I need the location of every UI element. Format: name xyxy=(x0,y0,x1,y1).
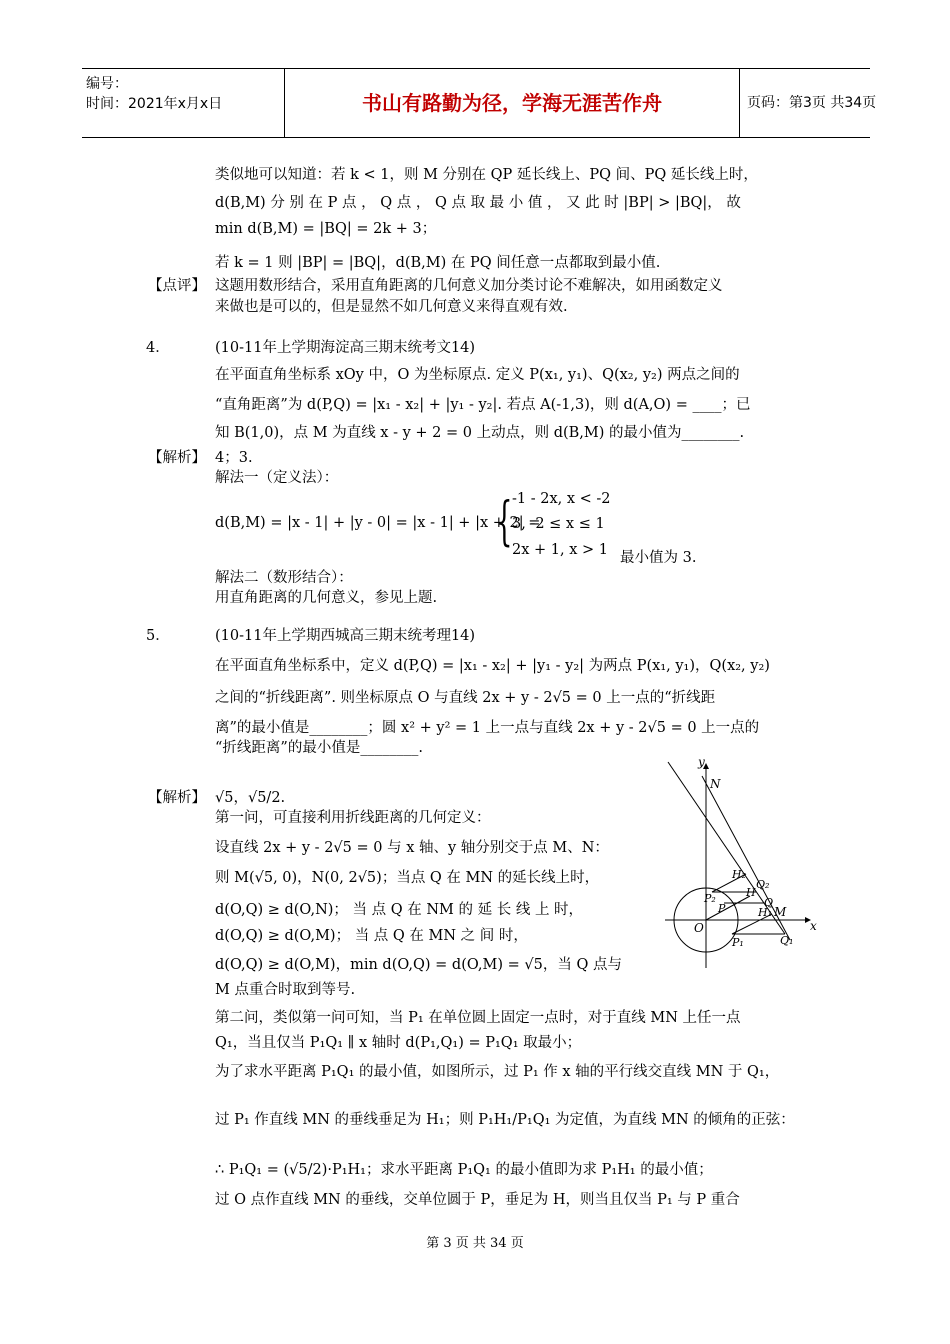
text-line: 最小值为 3. xyxy=(620,550,697,566)
label-p1: P₁ xyxy=(732,936,744,949)
text-line: 则 M(√5, 0)，N(0, 2√5)；当点 Q 在 MN 的延长线上时， xyxy=(215,870,600,886)
text-line: “折线距离”的最小值是________. xyxy=(215,740,423,756)
text-line: 若 k = 1 则 |BP| = |BQ|，d(B,M) 在 PQ 间任意一点都取到最小值. xyxy=(215,255,661,271)
text-line: d(O,Q) ≥ d(O,M)，min d(O,Q) = d(O,M) = √5，当 Q 点与 xyxy=(215,957,622,973)
label-q1: Q₁ xyxy=(780,934,794,947)
page-footer: 第 3 页 共 34 页 xyxy=(426,1236,524,1251)
brace: { xyxy=(496,492,513,552)
text-line: 这题用数形结合，采用直角距离的几何意义加分类讨论不难解决，如用函数定义 xyxy=(215,278,723,294)
text-line: 之间的“折线距离”. 则坐标原点 O 与直线 2x + y - 2√5 = 0 上一点的“折线距 xyxy=(215,690,716,706)
label-x: x xyxy=(810,919,817,933)
number-label: 编号： xyxy=(86,76,128,92)
text-line: (10-11年上学期西城高三期末统考理14) xyxy=(215,628,476,644)
label-h1: H₁ xyxy=(758,906,773,919)
text-line: min d(B,M) = |BQ| = 2k + 3； xyxy=(215,221,437,237)
label-o: O xyxy=(694,921,704,935)
label-h: H xyxy=(746,886,756,899)
text-line: 知 B(1,0)，点 M 为直线 x - y + 2 = 0 上动点，则 d(B,M) 的最小值为________. xyxy=(215,425,745,441)
text-line: 4；3. xyxy=(215,450,253,466)
page-label: 页码：第3页 共34页 xyxy=(747,95,877,111)
text-line: 为了求水平距离 P₁Q₁ 的最小值，如图所示，过 P₁ 作 x 轴的平行线交直线 MN 于 Q₁， xyxy=(215,1064,780,1080)
text-line: M 点重合时取到等号. xyxy=(215,982,356,998)
time-label: 时间：2021年x月x日 xyxy=(86,96,223,112)
text-line: 第一问，可直接利用折线距离的几何定义： xyxy=(215,810,491,826)
text-line: 类似地可以知道：若 k < 1，则 M 分别在 QP 延长线上、PQ 间、PQ 延长线上时， xyxy=(215,167,758,183)
text-line: ∴ P₁Q₁ = (√5/2)·P₁H₁；求水平距离 P₁Q₁ 的最小值即为求 P₁H₁ 的最小值； xyxy=(215,1162,713,1178)
label-h2: H₂ xyxy=(732,868,747,881)
problem-number-5: 5． xyxy=(146,628,170,644)
label-y: y xyxy=(698,756,705,769)
header-left xyxy=(82,69,284,137)
geometry-figure xyxy=(660,756,820,976)
problem-number-4: 4． xyxy=(146,340,170,356)
motto: 书山有路勤为径，学海无涯苦作舟 xyxy=(284,69,740,137)
label-q2: Q₂ xyxy=(756,878,770,891)
text-line: 设直线 2x + y - 2√5 = 0 与 x 轴、y 轴分别交于点 M、N： xyxy=(215,840,609,856)
comment-label: 【点评】 xyxy=(148,278,206,294)
text-line: “直角距离”为 d(P,Q) = |x₁ - x₂| + |y₁ - y₂|. 若点 A(-1,3)，则 d(A,O) = ____；已 xyxy=(215,397,751,413)
text-line: 过 O 点作直线 MN 的垂线，交单位圆于 P，垂足为 H，则当且仅当 P₁ 与 P 重合 xyxy=(215,1192,740,1208)
text-line: 第二问，类似第一问可知，当 P₁ 在单位圆上固定一点时，对于直线 MN 上任一点 xyxy=(215,1010,741,1026)
analysis-label: 【解析】 xyxy=(148,450,206,466)
text-line: 解法一（定义法）： xyxy=(215,470,339,486)
page-header xyxy=(82,68,877,138)
text-line: 在平面直角坐标系 xOy 中，O 为坐标原点. 定义 P(x₁, y₁)、Q(x₂, y₂) 两点之间的 xyxy=(215,367,740,383)
formula-line: d(B,M) = |x - 1| + |y - 0| = |x - 1| + |x + 2| = xyxy=(215,515,541,531)
text-line: 来做也是可以的，但是显然不如几何意义来得直观有效. xyxy=(215,299,568,315)
case-line: 2x + 1, x > 1 xyxy=(512,542,608,558)
text-line: 离”的最小值是________；圆 x² + y² = 1 上一点与直线 2x + y - 2√5 = 0 上一点的 xyxy=(215,720,760,736)
text-line: 在平面直角坐标系中，定义 d(P,Q) = |x₁ - x₂| + |y₁ - y₂| 为两点 P(x₁, y₁)，Q(x₂, y₂) xyxy=(215,658,770,674)
text-line: 解法二（数形结合）： xyxy=(215,570,353,586)
label-p2: P₂ xyxy=(704,892,716,905)
text-line: √5，√5/2. xyxy=(215,790,286,806)
text-line: d(O,Q) ≥ d(O,M)； 当 点 Q 在 MN 之 间 时， xyxy=(215,928,528,944)
label-m: M xyxy=(774,905,787,919)
text-line: d(O,Q) ≥ d(O,N)； 当 点 Q 在 NM 的 延 长 线 上 时， xyxy=(215,902,584,918)
label-q: Q xyxy=(764,896,774,909)
text-line: (10-11年上学期海淀高三期末统考文14) xyxy=(215,340,476,356)
label-n: N xyxy=(710,777,721,791)
text-line: Q₁，当且仅当 P₁Q₁ ∥ x 轴时 d(P₁,Q₁) = P₁Q₁ 取最小； xyxy=(215,1035,582,1051)
label-p: P xyxy=(718,902,726,915)
case-line: -1 - 2x, x < -2 xyxy=(512,491,611,507)
case-line: 3, -2 ≤ x ≤ 1 xyxy=(512,516,605,532)
text-line: d(B,M) 分 别 在 P 点 ， Q 点 ， Q 点 取 最 小 值 ， 又 此 时 |BP| > |BQ|， 故 xyxy=(215,195,741,211)
text-line: 过 P₁ 作直线 MN 的垂线垂足为 H₁；则 P₁H₁/P₁Q₁ 为定值，为直线 MN 的倾角的正弦： xyxy=(215,1112,795,1128)
text-line: 用直角距离的几何意义，参见上题. xyxy=(215,590,438,606)
analysis-label: 【解析】 xyxy=(148,790,206,806)
